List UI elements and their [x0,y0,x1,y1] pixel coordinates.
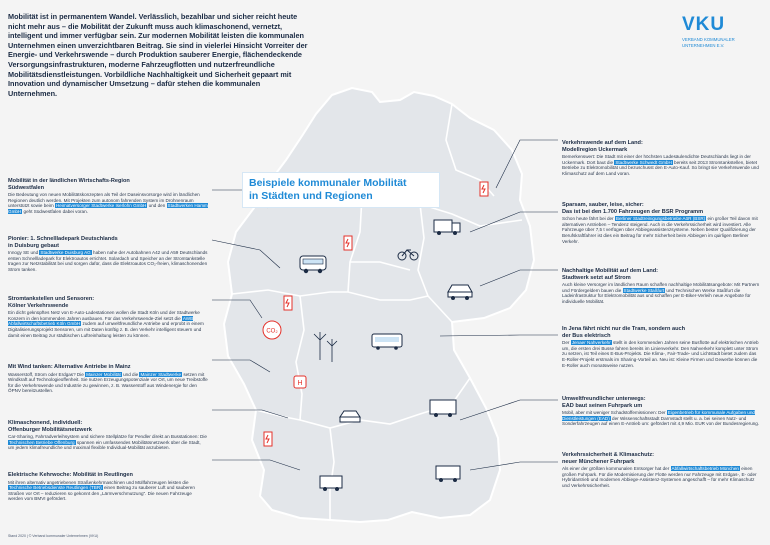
block-body: Wasserstoff, Strom oder Erdgas? Die [8,371,84,377]
block-heading: Mit Wind tanken: Alternative Antriebe in Mainz [8,364,131,370]
tram-icon [372,334,402,350]
block-heading: Mobilität in der ländlichen Wirtschafts-Region [8,178,130,184]
block-body: Ein dicht geknüpftes Netz von E-Auto-Ladestationen wollen die Stadt Köln und der Stadtwerke Konzern in den kommenden Jahren ausbauen. Für das Verkehrswende-Ziel setzt die [8,310,200,321]
block-heading: Nachhaltige Mobilität auf dem Land: [562,268,659,274]
block-heading: Stromtankstellen und Sensoren: [8,296,95,302]
block-body: Der [562,340,570,346]
block-heading: neuer Münchener Fuhrpark [562,458,635,465]
block-body: Mit ihren alternativ angetriebenen Straßenkehrmaschinen und Müllfahrzeugen leisten die [8,479,189,485]
charging-station-icon [264,432,272,446]
logo-mark: VKU [682,14,726,35]
block-heading: Kölner Verkehrswende [8,302,69,309]
title-line1: Beispiele kommunaler Mobilität [249,177,407,189]
block-darmstadt [562,396,762,427]
block-body: Als einer der größten kommunalen Entsorger hat der [562,466,670,472]
highlight: Eigenbetrieb für kommunale Aufgaben und Dienstleistungen (EAD) [562,410,755,421]
block-body: und die [121,371,140,377]
block-body: haben nahe der Autobahnen A42 und A59 Deutschlands ersten Schnellladepark für Elektroautos errichtet. Solardach und Speicher an der Stromtankstelle tragen zur Netzstabilität bei und sorgen dafür, dass die Elektroautos CO₂-freien, klimaschonenden Strom tanken. [8,250,208,272]
intro-text: Mobilität ist in permanentem Wandel. Verlässlich, bezahlbar und sicher reicht heute nicht mehr aus – die Mobilität der Zukunft muss auch klimaschonend, vernetzt, intelligent und immer verfügbar sein. Zur modernen Mobilität leisten die kommunalen Unternehmen einen unverzichtbaren Beitrag. Sie sind in vielerlei Hinsicht Vorreiter der Energie- und Verkehrswende – durch Produktion sauberer Energie, flächendeckende Versorgungsinfrastrukturen, moderne Fahrzeugflotten und nutzerfreundliche Mobilitätsdienstleistungen. Vorbildliche Nachhaltigkeit und Sicherheit gepaart mit Innovation und dynamischer Umsetzung – dafür stehen die kommunalen Unternehmen. [8,12,308,98]
block-reutlingen [8,472,208,502]
highlight: Stadtwerken Hamm GmbH [8,203,208,214]
block-body: der Wissenschaftsstadt Darmstadt stellt u. a. bei seinen Nutz- und Sonderfahrzeugen auf einen E-Antrieb um: gefördert mit 4,9 Mio. EUR von der Bundesregierung. [562,415,760,427]
block-heading: Elektrische Kehrwoche: Mobilität in Reutlingen [8,472,133,478]
block-uckermark [562,140,762,177]
block-body: und Technischen Werke Staßfurt die Ladeinfrastruktur für Elektromobilität aus und schaffen per E-Biker-Verleih neue Angebote für individuelle Mobilität. [562,287,751,304]
block-body: setzen mit Windkraft auf Technologieoffenheit. Sie nutzen Erzeugungspotenziale vor Ort, um neue Treibstoffe für die Verkehrswende und Industrie zu gewinnen, z. B. Wasserstoff aus Windenergie für den ÖPNV bereitzustellen. [8,371,208,394]
highlight: Jenaer Nahverkehr [571,340,611,346]
block-jena [562,326,762,368]
highlight: Technische Betriebsdienste Reutlingen (TBR) [9,485,102,491]
block-heading: Verkehrswende auf dem Land: [562,140,643,146]
highlight: Mainzer Stadtwerke [140,371,182,377]
block-heading: Das ist bei den 1.700 Fahrzeugen der BSR Programm [562,208,704,215]
block-body: einen Beitrag zu sauberer Luft und sauberen Straßen vor Ort – reduzieren so gekonnt den „Lärmverschmutzung“. Die neuen Fahrzeuge werden vom BMVI gefördert. [8,485,195,502]
logo-line2: UNTERNEHMEN E.V. [682,43,725,48]
block-duisburg [8,236,208,273]
block-body: stellt in den kommenden Jahren seine Busflotte auf elektrischen Antrieb um, die ersten drei Busse fahren bereits im Linienverkehr. Den Nahverkehr komplett unter Strom zu setzen, ist Teil eines E-Bus-Projekts. Die Klima-, Fair-Trade- und Lichtstadt bietet zudem das E-Roller-Projekt erstmals im Sharing-Vorteil an. Neu ist: Kleine Firmen und Gewerbe können die E-Roller auch monatsweise nutzen. [562,340,759,368]
map-title [242,172,440,208]
highlight: AWB Abfallwirtschaftsbetrieb Köln GmbH [8,315,194,327]
block-heading: In Jena fährt nicht nur die Tram, sondern auch [562,326,686,332]
block-heading: Klimaschonend, individuell: [8,420,83,426]
utility-van-icon [430,400,456,417]
block-mainz [8,364,208,394]
charging-station-icon [480,182,488,196]
co2-label: CO₂ [266,328,278,335]
block-body: Innogy SE und [8,250,39,256]
highlight: Abfallwirtschaftsbetrieb München [671,466,739,472]
block-heading: EAD baut seinen Fuhrpark um [562,402,643,409]
charging-station-icon [344,236,352,250]
block-suedwestfalen [8,178,208,215]
highlight: Mainzer Mobilität [86,371,121,377]
highlight: Stadtwerke Duisburg AG [40,250,91,256]
block-stassfurt [562,268,762,305]
block-body: geht Südwestfalen dabei voran. [22,208,88,214]
highlight: Stadtwerke Staßfurt [623,287,665,293]
block-body: Mobil, aber mit weniger Schadstoffemissionen: Der [562,410,666,416]
footer-note: Stand 2020 | © Verband kommunaler Unternehmen (VKU) [8,534,99,538]
block-heading: Modellregion Uckermark [562,146,628,153]
car-sharing-icon [340,411,360,422]
block-body: Auch kleine Versorger im ländlichen Raum schaffen nachhaltige Mobilitätsangebote: Mit Partnern und Fördergeldern bauen die [562,282,760,293]
block-heading: Sparsam, sauber, leise, sicher: [562,202,644,208]
block-body: Bemerkenswert: Die Stadt mit einer der höchsten Ladesäulendichte Deutschlands liegt in der Uckermark. Dort baut die [562,154,751,165]
block-heading: Verkehrssicherheit & Klimaschutz: [562,452,655,458]
logo-line1: VERBAND KOMMUNALER [682,37,735,42]
block-body: und den [147,203,167,209]
block-heading: Südwestfalen [8,184,45,191]
block-muenchen [562,452,762,489]
block-body: Schon heute fährt bei der [562,216,614,222]
block-heading: Pionier: 1. Schnellladepark Deutschlands [8,236,118,242]
highlight: Technischen Betriebe Offenburg [9,439,75,445]
co2-icon [263,321,281,339]
block-heading: Umweltfreundlicher unterwegs: [562,396,646,402]
block-bsr [562,202,762,244]
hydrogen-label: H [297,380,303,387]
highlight: Stadtwerke Schwedt GmbH [615,159,672,165]
block-body: bereits seit 2013 Stromtankstellen, bietet Betriebe zu Elektromobilität und bezuschusst den E-Auto-Kauf. So bringt sie Verkehrswende und Klimaschutz auf dem Land voran. [562,159,759,176]
germany-outline [224,88,534,522]
highlight: Berliner Stadtreinigungsbetriebe AöR (BSR) [615,216,706,222]
highlight: Heimatversorger Stadtwerke Iserlohn GmbH [55,203,147,209]
block-body: Car-Sharing, Fahrradverleihsystem und sichere Stellplätze für Pendler direkt an Busstationen: Die [8,434,207,440]
title-line2: in Städten und Regionen [249,190,373,202]
block-koeln [8,296,208,338]
block-body: zudem auf umweltfreundliche Antriebe und erprobt in einem Digitalisierungsprojekt Sensoren, um mit Daten künftig z. B. den Verkehr intelligent steuern und damit einen Beitrag zur städtischen Luftreinhaltung leisten zu können. [8,321,204,338]
block-heading: in Duisburg gebaut [8,242,59,249]
block-body: einen großen Fuhrpark. Für die Modernisierung der Flotte werden nur Fahrzeuge mit Erdgas-, E- oder Hybridantrieb und modernen Abbiege-Assistenz-Systemen angeschafft – für mehr Klimaschutz und Verkehrssicherheit. [562,466,757,488]
block-body: ein großer Teil davon mit alternativen Antrieben – Tendenz steigend. Auch in die Verkehrssicherheit wird investiert. Alle Fahrzeuge über 7,5 t verfügen über Abbiegeassistenzsysteme. Neben bester Qualifizierung der Berufskraftfahrer ist dies ein Beitrag für mehr Sicherheit beim Abbiegen im quirligen Berliner Verkehr. [562,216,758,244]
block-offenburg [8,420,208,451]
block-body: spannen ein umfassendes Mobilitätsnetzwerk über die Stadt, um jedem klimafreundliche und maximal flexible Individual-Mobilität anzubieten. [8,439,201,451]
charging-station-icon [284,296,292,310]
block-heading: Stadtwerk setzt auf Strom [562,274,631,281]
hydrogen-icon [294,376,306,388]
block-heading: Offenburger Mobilitätsnetzwerk [8,426,92,433]
block-heading: der Bus elektrisch [562,332,611,339]
block-body: Die Bedeutung von neuen Mobilitätskonzepten als Teil der Daseinsvorsorge wird im ländlichen Regionen deutlich werden. Mit Projekten zum autonom fahrenden System im Drohnenraum unterstützt sowie beim [8,192,200,209]
